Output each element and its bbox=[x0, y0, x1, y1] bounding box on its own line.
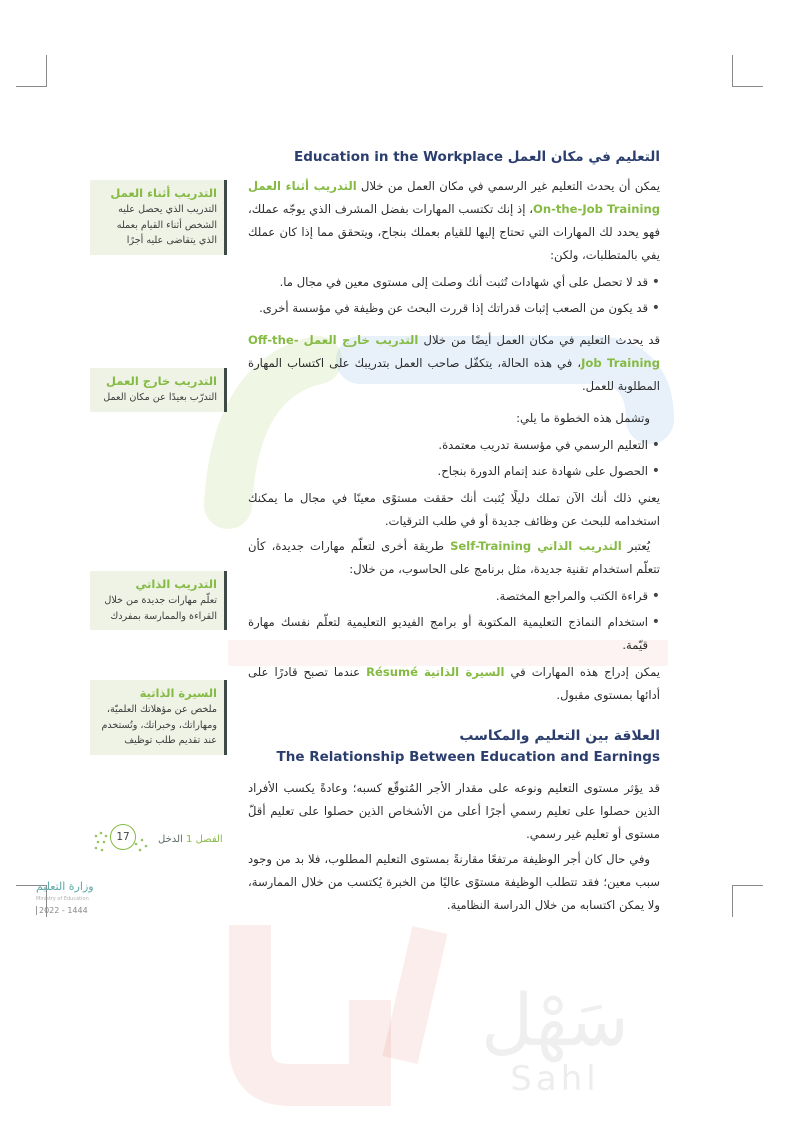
bullet-list bbox=[248, 434, 660, 483]
list-item: • استخدام النماذج التعليمية المكتوبة أو برامج الفيديو التعليمية لتعلّم نفسك مهارة قيّمة. bbox=[248, 611, 648, 657]
section-title-ar: التعليم في مكان العمل bbox=[507, 149, 660, 165]
paragraph-text: ، إذ إنك تكتسب المهارات بفضل المشرف الذي يوجّه عملك، فهو يحدد لك المهارات التي تحتاج إليها للقيام بعملك بنجاح، ويتحقق مما إذا كان عملك يفي بالمتطلبات، ولكن: bbox=[248, 202, 660, 262]
glossary-term: التدريب أثناء العمل bbox=[110, 186, 217, 200]
watermark-brand-en: Sahl bbox=[510, 1059, 600, 1099]
glossary-definition: التدرّب بعيدًا عن مكان العمل bbox=[103, 392, 217, 403]
key-term-ar: التدريب أثناء العمل bbox=[248, 179, 357, 193]
chapter-label: الفصل 1 bbox=[186, 834, 223, 845]
section-title bbox=[248, 145, 660, 169]
section-label: الدخل bbox=[158, 834, 183, 845]
list-item: • الحصول على شهادة عند إتمام الدورة بنجاح. bbox=[248, 460, 648, 483]
bullet-list bbox=[248, 271, 660, 320]
bullet-list bbox=[248, 585, 660, 657]
glossary-term: السيرة الذاتية bbox=[139, 686, 217, 700]
list-item: • قد لا تحصل على أي شهادات تُثبت أنك وصلت إلى مستوى معين في مجال ما. bbox=[248, 271, 648, 294]
watermark-brand-ar: سَهْل bbox=[480, 978, 630, 1062]
crop-mark bbox=[46, 55, 47, 87]
ministry-logo-subtitle: Ministry of Education bbox=[36, 896, 89, 902]
crop-mark bbox=[732, 885, 733, 917]
watermark-logo-mark-2 bbox=[400, 930, 430, 1060]
paragraph-text: عندما تصبح قادرًا على أدائها بمستوى مقبول. bbox=[248, 665, 660, 702]
glossary-box bbox=[90, 571, 227, 630]
key-term-ar: السيرة الذاتية bbox=[424, 665, 505, 679]
paragraph bbox=[248, 535, 660, 581]
paragraph: يعني ذلك أنك الآن تملك دليلًا يُثبت أنك حققت مستوًى معينًا في مجال ما يمكنك استخدامه للبحث عن وظائف جديدة أو في طلب الترقيات. bbox=[248, 491, 660, 528]
paragraph-text: قد يحدث التعليم في مكان العمل أيضًا من خلال bbox=[423, 333, 660, 347]
paragraph bbox=[248, 175, 660, 267]
key-term-en: On-the-Job Training bbox=[532, 202, 661, 216]
key-term-ar: التدريب خارج العمل bbox=[303, 333, 419, 347]
list-item: • قراءة الكتب والمراجع المختصة. bbox=[248, 585, 648, 608]
crop-mark bbox=[732, 55, 733, 87]
paragraph: وتشمل هذه الخطوة ما يلي: bbox=[516, 411, 650, 425]
list-item: • قد يكون من الصعب إثبات قدراتك إذا قررت البحث عن وظيفة في مؤسسة أخرى. bbox=[248, 297, 648, 320]
key-term-en: Off-the-Job Training bbox=[248, 333, 660, 370]
paragraph-text: يُعتبر bbox=[627, 539, 651, 553]
glossary-term: التدريب الذاتي bbox=[135, 577, 217, 591]
glossary-definition: التدريب الذي يحصل عليه الشخص أثناء القيام بعمله الذي يتقاضى عليه أجرًا bbox=[116, 204, 217, 246]
glossary-definition: ملخص عن مؤهلاتك العلميّة، ومهاراتك، وخبراتك، وتُستخدم عند تقديم طلب توظيف bbox=[101, 704, 217, 746]
chapter-footer bbox=[158, 834, 223, 845]
section-title-ar: العلاقة بين التعليم والمكاسب bbox=[459, 728, 660, 744]
paragraph: وفي حال كان أجر الوظيفة مرتفعًا مقارنةً بمستوى التعليم المطلوب، فلا بد من وجود سبب معين؛ فقد تتطلب الوظيفة مستوًى عاليًا من الخبرة يُكتسب من خلال الممارسة، ولا يمكن اكتسابه من خلال الدراسة النظامية. bbox=[248, 852, 660, 912]
glossary-definition: تعلّم مهارات جديدة من خلال القراءة والممارسة بمفردك bbox=[104, 595, 217, 622]
section-title-en: Education in the Workplace bbox=[294, 149, 504, 165]
page-number: 17 bbox=[110, 824, 136, 850]
glossary-box bbox=[90, 680, 227, 755]
paragraph-text: ، في هذه الحالة، يتكفّل صاحب العمل بتدريبك على اكتساب المهارة المطلوبة للعمل. bbox=[248, 356, 660, 393]
paragraph-text: يمكن إدراج هذه المهارات في bbox=[510, 665, 660, 679]
key-term-en: Résumé bbox=[366, 665, 418, 679]
key-term-ar: التدريب الذاتي bbox=[537, 539, 622, 553]
crop-mark bbox=[16, 86, 46, 87]
paragraph bbox=[248, 661, 660, 707]
section-title-en: The Relationship Between Education and Earnings bbox=[276, 749, 660, 765]
crop-mark bbox=[733, 885, 763, 886]
watermark-logo-mark bbox=[250, 925, 370, 1085]
edition-year: 2022 - 1444 bbox=[36, 906, 88, 915]
main-column bbox=[248, 145, 660, 917]
ministry-logo-text: وزارة التعليم bbox=[36, 880, 94, 893]
crop-mark bbox=[733, 86, 763, 87]
key-term-en: Self-Training bbox=[450, 539, 532, 553]
glossary-term: التدريب خارج العمل bbox=[106, 374, 217, 388]
glossary-box bbox=[90, 368, 227, 412]
glossary-box bbox=[90, 180, 227, 255]
paragraph-text: طريقة أخرى لتعلّم مهارات جديدة، كأن تتعلّم استخدام تقنية جديدة، مثل برنامج على الحاسوب، من خلال: bbox=[248, 539, 660, 576]
paragraph-text: يمكن أن يحدث التعليم غير الرسمي في مكان العمل من خلال bbox=[361, 179, 660, 193]
paragraph: قد يؤثر مستوى التعليم ونوعه على مقدار الأجر المُتوقّع كسبه؛ وعادةً يكسب الأفراد الذين حصلوا على تعليم رسمي أجرًا أعلى من الأشخاص الذين حصلوا على تعليم أقلّ مستوى أو تعليم غير رسمي. bbox=[248, 781, 660, 841]
list-item: • التعليم الرسمي في مؤسسة تدريب معتمدة. bbox=[248, 434, 648, 457]
paragraph bbox=[248, 329, 660, 398]
